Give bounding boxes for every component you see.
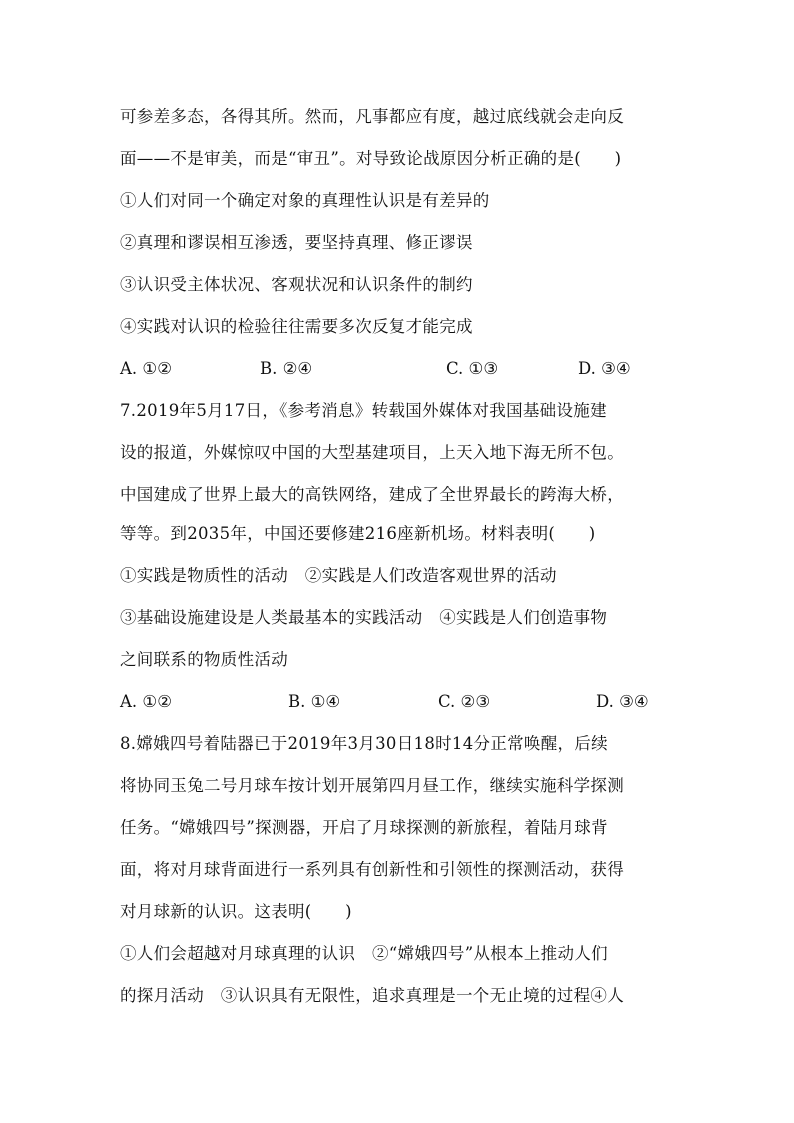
q7-statements-line-2: ③基础设施建设是人类最基本的实践活动 ④实践是人们创造事物 — [120, 608, 608, 627]
q8-stem-line-5: 对月球新的认识。这表明( ) — [120, 902, 352, 921]
q6-option-b: B. ②④ — [260, 359, 313, 378]
q7-options — [120, 690, 680, 714]
q7-stem-line-3: 中国建成了世界上最大的高铁网络，建成了全世界最长的跨海大桥， — [120, 485, 624, 504]
q8-stem-line-1: 8.嫦娥四号着陆器已于2019年3月30日18时14分正常唤醒，后续 — [120, 734, 608, 753]
q6-statement-2: ②真理和谬误相互渗透，要坚持真理、修正谬误 — [120, 233, 473, 252]
q7-option-d: D. ③④ — [596, 692, 649, 711]
q6-statement-1: ①人们对同一个确定对象的真理性认识是有差异的 — [120, 191, 490, 210]
q6-option-c: C. ①③ — [446, 359, 499, 378]
q7-stem-line-1: 7.2019年5月17日，《参考消息》转载国外媒体对我国基础设施建 — [120, 401, 607, 420]
q6-option-d: D. ③④ — [578, 359, 631, 378]
q7-stem-line-4: 等等。到2035年，中国还要修建216座新机场。材料表明( ) — [120, 524, 596, 543]
q7-option-b: B. ①④ — [288, 692, 341, 711]
q6-statement-3: ③认识受主体状况、客观状况和认识条件的制约 — [120, 275, 473, 294]
q7-option-a: A. ①② — [120, 692, 172, 711]
q8-stem-line-2: 将协同玉兔二号月球车按计划开展第四月昼工作，继续实施科学探测 — [120, 776, 624, 795]
q6-option-a: A. ①② — [120, 359, 172, 378]
q8-statements-line-2: 的探月活动 ③认识具有无限性，追求真理是一个无止境的过程④人 — [120, 986, 624, 1005]
q6-statement-4: ④实践对认识的检验往往需要多次反复才能完成 — [120, 317, 473, 336]
q8-stem-line-4: 面，将对月球背面进行一系列具有创新性和引领性的探测活动，获得 — [120, 860, 624, 879]
q6-stem-line-2: 面——不是审美，而是“审丑”。对导致论战原因分析正确的是( ) — [120, 149, 622, 168]
q7-option-c: C. ②③ — [438, 692, 491, 711]
q7-stem-line-2: 设的报道，外媒惊叹中国的大型基建项目，上天入地下海无所不包。 — [120, 443, 624, 462]
q6-stem-line-1: 可参差多态，各得其所。然而，凡事都应有度，越过底线就会走向反 — [120, 107, 624, 126]
q6-options — [120, 357, 680, 381]
q8-stem-line-3: 任务。“嫦娥四号”探测器，开启了月球探测的新旅程，着陆月球背 — [120, 818, 608, 837]
q7-statements-line-3: 之间联系的物质性活动 — [120, 650, 288, 669]
q7-statements-line-1: ①实践是物质性的活动 ②实践是人们改造客观世界的活动 — [120, 566, 557, 585]
q8-statements-line-1: ①人们会超越对月球真理的认识 ②“嫦娥四号”从根本上推动人们 — [120, 944, 608, 963]
